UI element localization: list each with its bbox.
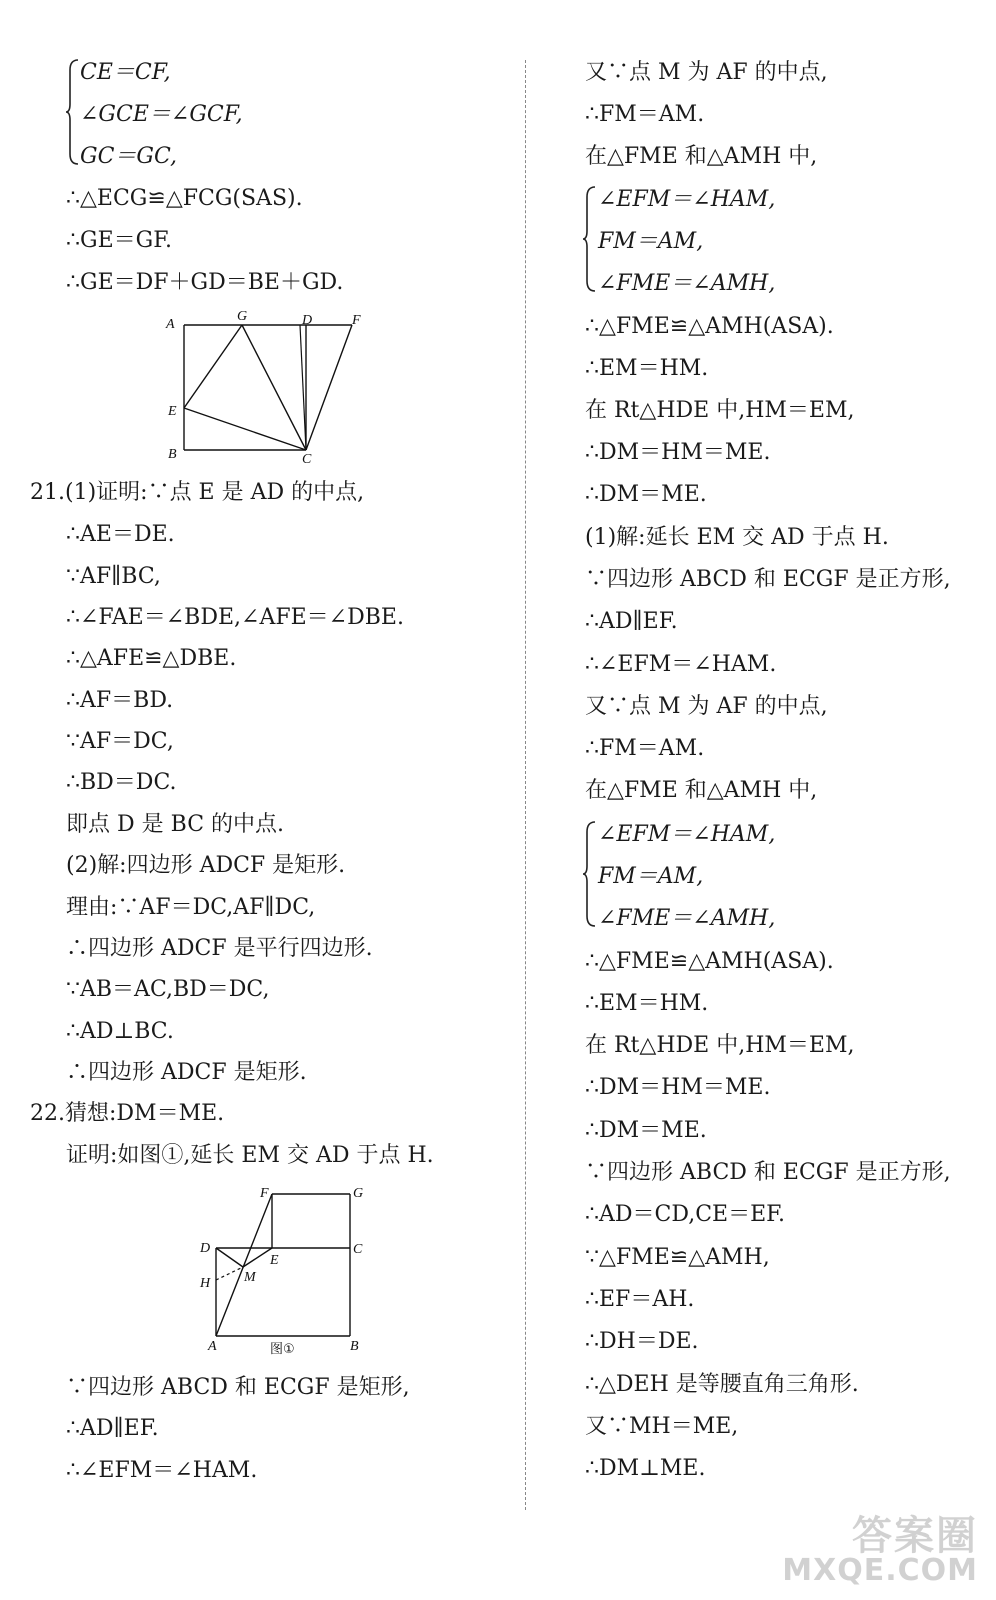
proof-line: 22.猜想:DM＝ME. [30, 1101, 225, 1126]
proof-line: ∴∠EFM＝∠HAM. [585, 652, 777, 677]
label-C: C [302, 452, 312, 465]
label-B: B [168, 447, 177, 462]
proof-line: ∴FM＝AM. [585, 102, 705, 127]
proof-line: ∵四边形 ABCD 和 ECGF 是正方形, [585, 567, 951, 592]
proof-line: ∴DM⊥ME. [585, 1456, 706, 1481]
proof-line: ∴EM＝HM. [585, 356, 709, 381]
label-G: G [237, 309, 248, 324]
proof-line: ∴DM＝ME. [585, 482, 707, 507]
proof-line: ∵△FME≌△AMH, [585, 1245, 770, 1270]
proof-line: ∴AF＝BD. [66, 688, 174, 713]
brace-icon [583, 185, 597, 293]
geometry-figure-2 [190, 1180, 380, 1360]
proof-line: ∴四边形 ADCF 是平行四边形. [66, 936, 373, 961]
watermark-line2: MXQE.COM [782, 1553, 978, 1588]
label-E: E [168, 404, 177, 419]
proof-line: ∴△AFE≌△DBE. [66, 646, 237, 671]
system-line: FM＝AM, [598, 864, 704, 889]
proof-line: ∴GE＝DF＋GD＝BE＋GD. [66, 270, 344, 295]
proof-line: 又∵点 M 为 AF 的中点, [585, 694, 828, 719]
proof-line: ∴DH＝DE. [585, 1329, 699, 1354]
label-H: H [200, 1276, 211, 1291]
label-D: D [302, 313, 313, 328]
proof-line: ∴△FME≌△AMH(ASA). [585, 314, 834, 339]
proof-line: 又∵点 M 为 AF 的中点, [585, 60, 828, 85]
label-G: G [353, 1186, 364, 1201]
label-E: E [270, 1253, 279, 1268]
proof-line: ∴△DEH 是等腰直角三角形. [585, 1372, 859, 1397]
proof-line: ∴∠FAE＝∠BDE,∠AFE＝∠DBE. [66, 605, 404, 630]
label-A: A [208, 1339, 217, 1354]
proof-line: ∴DM＝HM＝ME. [585, 440, 771, 465]
figure-caption: 图① [270, 1342, 295, 1357]
system-line: FM＝AM, [598, 229, 704, 254]
proof-line: 理由:∵AF＝DC,AF∥DC, [66, 895, 316, 920]
brace-icon [66, 58, 80, 166]
proof-line: ∴△ECG≌△FCG(SAS). [66, 186, 303, 211]
proof-line: ∴EM＝HM. [585, 991, 709, 1016]
proof-line: 又∵MH＝ME, [585, 1414, 739, 1439]
proof-line: ∵四边形 ABCD 和 ECGF 是正方形, [585, 1160, 951, 1185]
proof-line: ∴GE＝GF. [66, 228, 173, 253]
proof-line: ∴AD＝CD,CE＝EF. [585, 1202, 785, 1227]
proof-line: ∵AF∥BC, [66, 564, 161, 589]
proof-line: ∵AB＝AC,BD＝DC, [66, 977, 270, 1002]
proof-line: ∴EF＝AH. [585, 1287, 695, 1312]
left-brace [66, 58, 80, 166]
proof-line: ∴DM＝HM＝ME. [585, 1075, 771, 1100]
proof-line: ∴FM＝AM. [585, 736, 705, 761]
label-F: F [260, 1186, 269, 1201]
proof-line: (1)解:延长 EM 交 AD 于点 H. [585, 525, 889, 550]
label-M: M [244, 1270, 256, 1285]
system-line: ∠FME＝∠AMH, [598, 271, 776, 296]
proof-line: ∴AE＝DE. [66, 522, 175, 547]
proof-line: (2)解:四边形 ADCF 是矩形. [66, 853, 346, 878]
system-line: CE＝CF, [80, 60, 171, 85]
proof-line: 在 Rt△HDE 中,HM＝EM, [585, 1033, 855, 1058]
proof-line: ∴AD∥EF. [585, 609, 678, 634]
proof-line: ∴∠EFM＝∠HAM. [66, 1458, 258, 1483]
proof-line: 在 Rt△HDE 中,HM＝EM, [585, 398, 855, 423]
proof-line: 在△FME 和△AMH 中, [585, 778, 818, 803]
proof-line: 21.(1)证明:∵点 E 是 AD 的中点, [30, 480, 365, 505]
proof-line: ∴四边形 ADCF 是矩形. [66, 1060, 307, 1085]
proof-line: ∴DM＝ME. [585, 1118, 707, 1143]
right-brace-2 [583, 820, 597, 928]
label-C: C [353, 1242, 363, 1257]
system-line: ∠EFM＝∠HAM, [598, 822, 776, 847]
label-A: A [166, 317, 175, 332]
proof-line: 证明:如图①,延长 EM 交 AD 于点 H. [66, 1143, 434, 1168]
right-brace-1 [583, 185, 597, 293]
system-line: ∠EFM＝∠HAM, [598, 187, 776, 212]
brace-icon [583, 820, 597, 928]
system-line: GC＝GC, [80, 144, 178, 169]
proof-line: ∴△FME≌△AMH(ASA). [585, 949, 834, 974]
column-divider [525, 60, 526, 1510]
proof-line: 即点 D 是 BC 的中点. [66, 812, 285, 837]
label-D: D [200, 1241, 211, 1256]
system-line: ∠GCE＝∠GCF, [80, 102, 243, 127]
watermark-line1: 答案圈 [852, 1513, 978, 1559]
proof-line: ∴BD＝DC. [66, 770, 177, 795]
label-B: B [350, 1339, 359, 1354]
proof-line: ∵四边形 ABCD 和 ECGF 是矩形, [66, 1375, 410, 1400]
geometry-figure-1 [160, 305, 380, 465]
watermark [782, 1513, 978, 1588]
proof-line: ∵AF＝DC, [66, 729, 174, 754]
label-F: F [352, 313, 361, 328]
proof-line: 在△FME 和△AMH 中, [585, 144, 818, 169]
proof-line: ∴AD∥EF. [66, 1416, 159, 1441]
proof-line: ∴AD⊥BC. [66, 1019, 174, 1044]
system-line: ∠FME＝∠AMH, [598, 906, 776, 931]
